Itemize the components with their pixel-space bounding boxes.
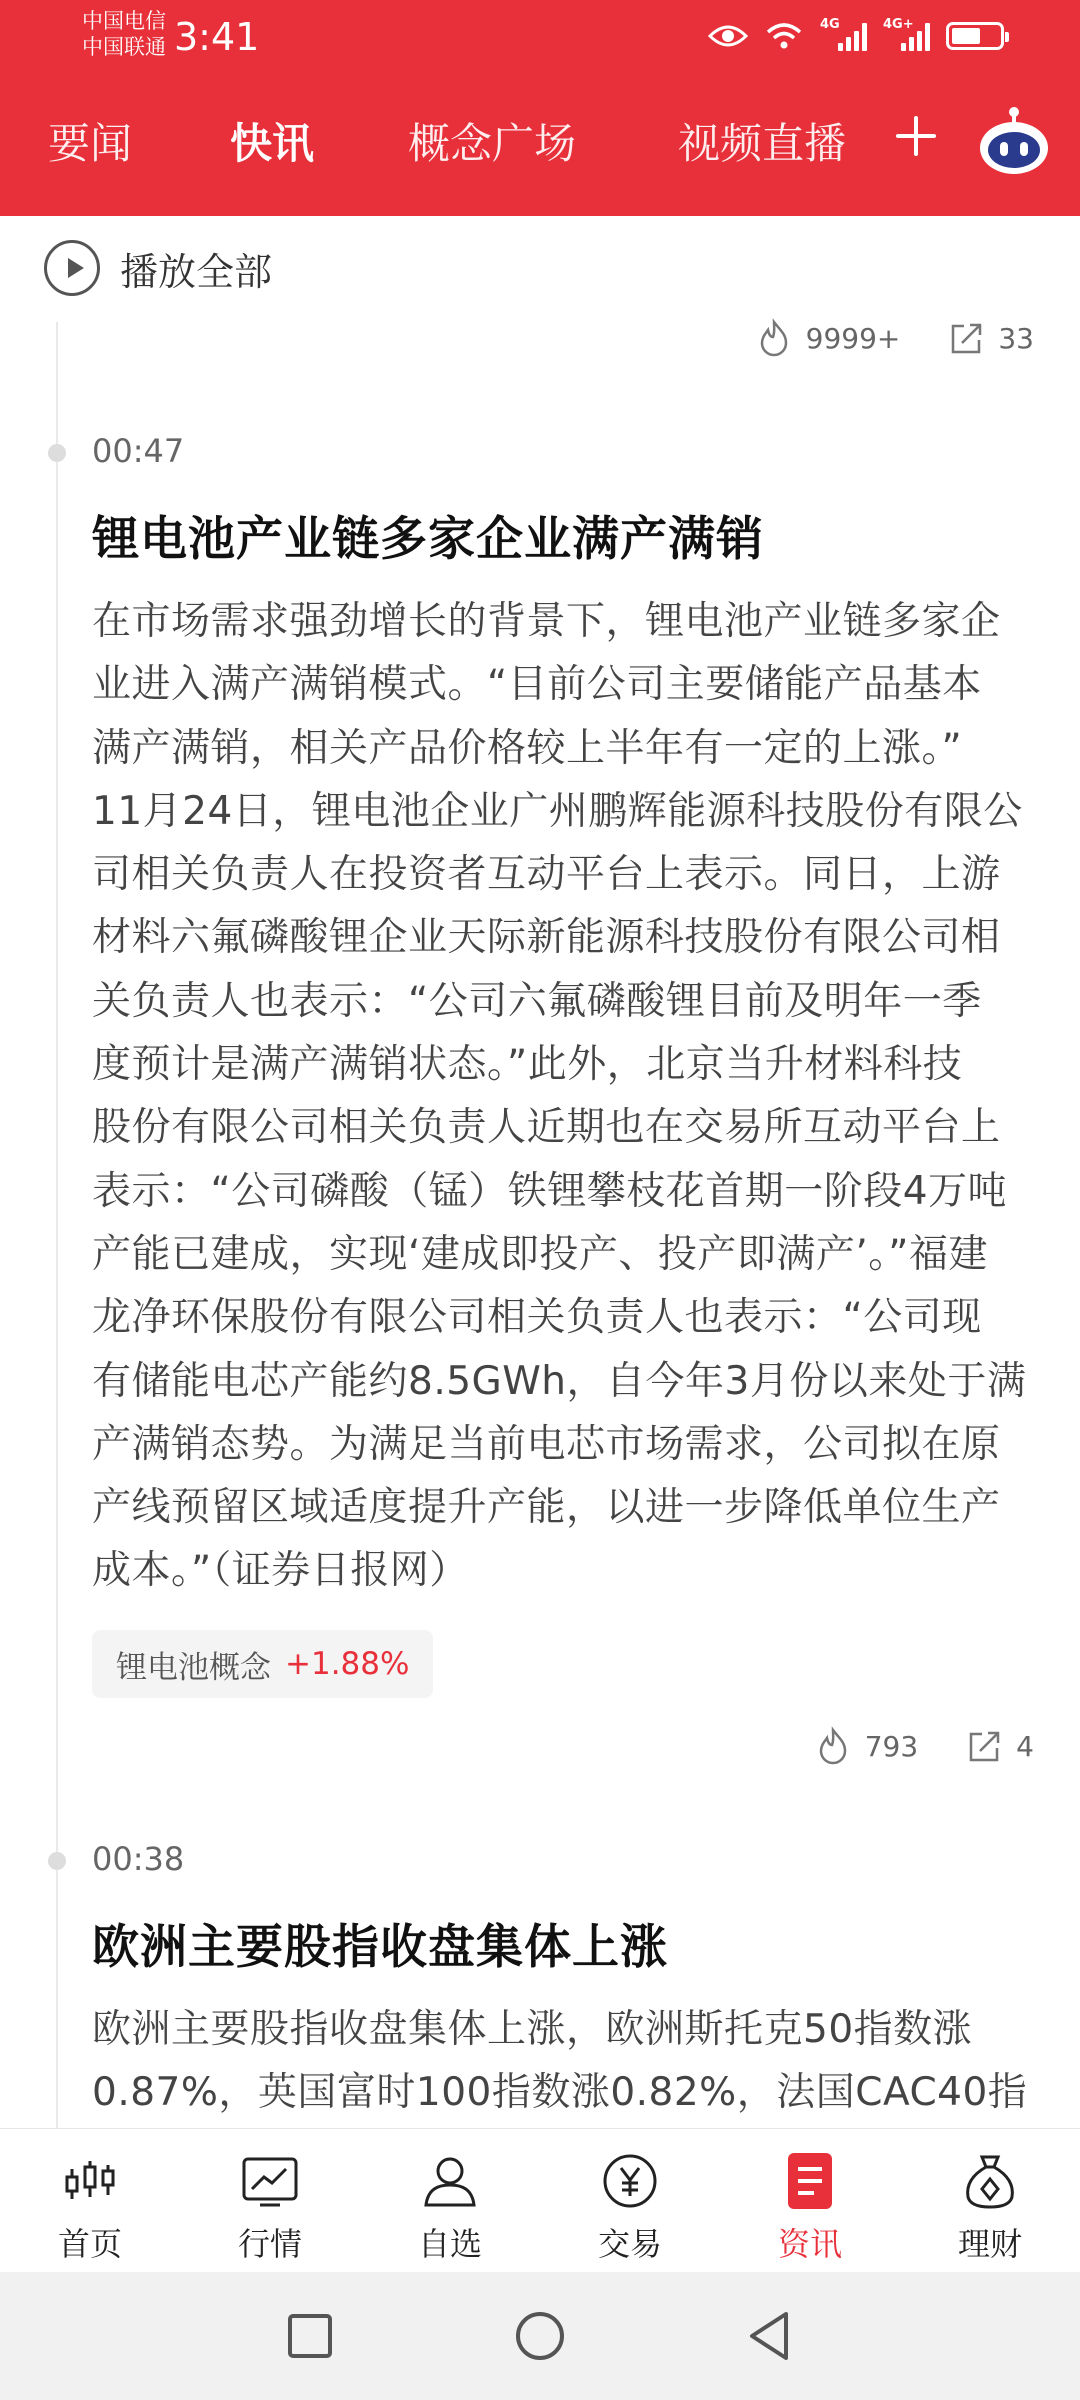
add-tab-icon[interactable] [892, 112, 940, 160]
robot-assistant-icon[interactable] [974, 100, 1054, 180]
concept-tag[interactable] [92, 1630, 433, 1698]
share-icon[interactable] [946, 318, 986, 358]
eye-icon [708, 22, 748, 50]
nav-home[interactable] [0, 2129, 180, 2273]
nav-label: 首页 [57, 2225, 122, 2263]
trend-chart-icon [240, 2151, 300, 2211]
nav-label: 理财 [957, 2225, 1022, 2263]
money-bag-icon [960, 2151, 1020, 2211]
flame-like-icon[interactable] [754, 318, 794, 358]
news-title[interactable]: 欧洲主要股指收盘集体上涨 [92, 1920, 668, 1975]
tab-headlines[interactable]: 要闻 [48, 119, 133, 168]
news-body[interactable]: 在市场需求强劲增长的背景下，锂电池产业链多家企 业进入满产满销模式。“目前公司主要储能产品基本 满产满销，相关产品价格较上半年有一定的上涨。” 11月24日，锂电池企业广州鹏辉能源科技股份有限公 司相关负责人在投资者互动平台上表示。同日，上游 材料六氟磷酸锂企业天际新能源科技股份有限公司相 关负责人也表示：“公司六氟磷酸锂目前及明年一季 度预计是满产满销状态。”此外，北京当升材料科技 股份有限公司相关负责人近期也在交易所互动平台上 表示：“公司磷酸（锰）铁锂攀枝花首期一阶段4万吨 产能已建成，实现‘建成即投产、投产即满产’。”福建 龙净环保股份有限公司相关负责人也表示：“公司现 有储能电芯产能约8.5GWh，自今年3月份以来处于满 产满销态势。为满足当前电芯市场需求，公司拟在原 产线预留区域适度提升产能，以进一步降低单位生产 成本。”（证券日报网） [92, 599, 1027, 1594]
candlestick-icon [60, 2151, 120, 2211]
nav-label: 资讯 [777, 2225, 842, 2263]
share-count: 4 [1016, 1729, 1034, 1763]
nav-label: 行情 [237, 2225, 302, 2263]
share-icon[interactable] [964, 1726, 1004, 1766]
wifi-icon [764, 20, 804, 52]
tab-flash-news[interactable]: 快讯 [230, 119, 315, 168]
timeline-dot [48, 1852, 66, 1870]
carrier-2: 中国联通 [82, 35, 166, 59]
status-icons [708, 14, 1004, 58]
carrier-info [82, 8, 166, 60]
news-title[interactable]: 锂电池产业链多家企业满产满销 [92, 512, 764, 567]
nav-trade[interactable] [540, 2129, 720, 2273]
like-count: 9999+ [805, 321, 901, 355]
concept-change: +1.88% [285, 1646, 410, 1682]
battery-icon [946, 22, 1004, 50]
header [0, 0, 1080, 216]
news-time: 00:47 [92, 432, 185, 470]
home-circle-icon[interactable] [500, 2296, 580, 2376]
nav-watchlist[interactable] [360, 2129, 540, 2273]
nav-market[interactable] [180, 2129, 360, 2273]
nav-news[interactable] [720, 2129, 900, 2273]
nav-wealth[interactable] [900, 2129, 1080, 2273]
back-triangle-icon[interactable] [730, 2296, 810, 2376]
network-type-1: 4G [820, 17, 840, 32]
flame-like-icon[interactable] [813, 1726, 853, 1766]
user-icon [420, 2151, 480, 2211]
yen-coin-icon [600, 2151, 660, 2211]
signal-1-icon [820, 17, 867, 51]
news-time: 00:38 [92, 1840, 185, 1878]
tab-concept-square[interactable]: 概念广场 [408, 119, 577, 168]
status-time: 3:41 [174, 15, 260, 59]
network-type-2: 4G+ [883, 17, 914, 32]
nav-label: 交易 [597, 2225, 662, 2263]
news-stats [813, 1722, 1034, 1770]
news-body[interactable]: 欧洲主要股指收盘集体上涨，欧洲斯托克50指数涨 0.87%，英国富时100指数涨0.82%，法国CAC40指 [92, 2007, 1028, 2116]
recent-apps-icon[interactable] [270, 2296, 350, 2376]
system-nav-bar [0, 2272, 1080, 2400]
nav-label: 自选 [417, 2225, 482, 2263]
play-all-button[interactable] [44, 240, 272, 296]
carrier-1: 中国电信 [82, 9, 166, 33]
news-doc-icon [780, 2151, 840, 2211]
status-bar [0, 0, 1080, 76]
news-feed [0, 216, 1080, 2128]
signal-2-icon [883, 17, 930, 51]
prev-item-stats [754, 314, 1034, 362]
tab-video-live[interactable]: 视频直播 [678, 119, 847, 168]
like-count: 793 [864, 1729, 919, 1763]
share-count: 33 [998, 321, 1034, 355]
play-all-label: 播放全部 [120, 249, 273, 294]
timeline-dot [48, 444, 66, 462]
concept-name: 锂电池概念 [116, 1649, 271, 1686]
bottom-nav [0, 2128, 1080, 2272]
play-icon [44, 240, 100, 296]
